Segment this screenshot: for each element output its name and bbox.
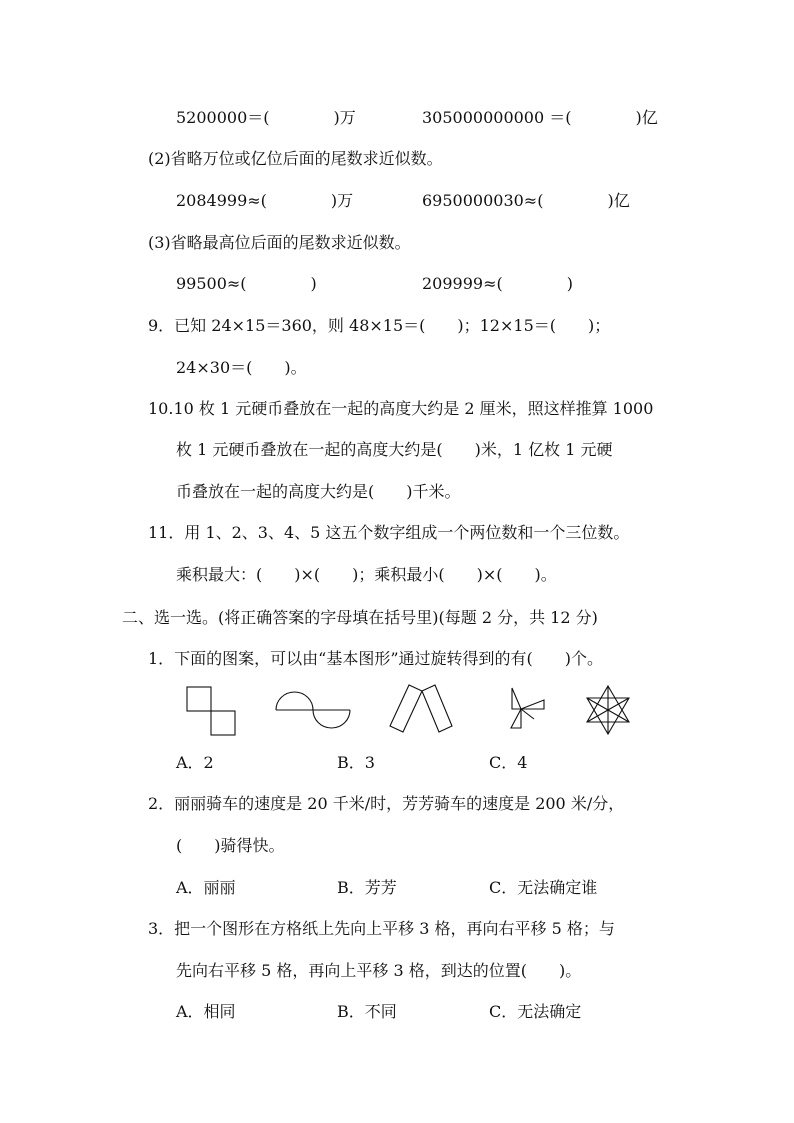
q9-line2: 24×30＝( )。 bbox=[176, 358, 307, 377]
q9-line1: 9．已知 24×15＝360，则 48×15＝( )；12×15＝( )； bbox=[148, 316, 611, 335]
mc3-stem-line1: 3．把一个图形在方格纸上先向上平移 3 格，再向右平移 5 格；与 bbox=[148, 919, 615, 938]
mc3-stem-line2: 先向右平移 5 格，再向上平移 3 格，到达的位置( )。 bbox=[176, 961, 582, 980]
q11-line1: 11．用 1、2、3、4、5 这五个数字组成一个两位数和一个三位数。 bbox=[148, 523, 630, 542]
q8-sub3-instruction: (3)省略最高位后面的尾数求近似数。 bbox=[148, 233, 411, 252]
mc2-stem-line2: ( )骑得快。 bbox=[176, 836, 285, 855]
q8-line1-left: 5200000＝( )万 bbox=[176, 108, 356, 127]
mc2-option-c: C．无法确定谁 bbox=[489, 878, 598, 897]
mc3-option-b: B．不同 bbox=[337, 1002, 397, 1021]
q8-sub2-instruction: (2)省略万位或亿位后面的尾数求近似数。 bbox=[148, 149, 443, 168]
q10-line1: 10.10 枚 1 元硬币叠放在一起的高度大约是 2 厘米，照这样推算 1000 bbox=[148, 399, 654, 418]
mc1-option-c: C．4 bbox=[489, 753, 528, 772]
mc2-stem-line1: 2．丽丽骑车的速度是 20 千米/时，芳芳骑车的速度是 200 米/分， bbox=[148, 794, 625, 813]
pinwheel-figure bbox=[494, 684, 550, 738]
q8-line2-left: 2084999≈( )万 bbox=[176, 191, 354, 210]
q8-line3-right: 209999≈( ) bbox=[422, 274, 573, 293]
mc3-option-c: C．无法确定 bbox=[489, 1002, 582, 1021]
two-squares-figure bbox=[186, 686, 240, 736]
q8-line3-left: 99500≈( ) bbox=[176, 274, 317, 293]
q10-line2: 枚 1 元硬币叠放在一起的高度大约是( )米，1 亿枚 1 元硬 bbox=[176, 440, 613, 459]
s-curve-figure bbox=[274, 686, 354, 736]
q8-line1-right: 305000000000 ＝( )亿 bbox=[422, 108, 658, 127]
mc1-option-b: B．3 bbox=[337, 753, 375, 772]
mc3-option-a: A．相同 bbox=[176, 1002, 236, 1021]
q10-line3: 币叠放在一起的高度大约是( )千米。 bbox=[176, 482, 461, 501]
mc1-stem: 1．下面的图案，可以由“基本图形”通过旋转得到的有( )个。 bbox=[148, 649, 604, 668]
inverted-v-figure bbox=[386, 683, 456, 739]
mc2-option-b: B．芳芳 bbox=[337, 878, 397, 897]
section-heading: 二、选一选。(将正确答案的字母填在括号里)(每题 2 分，共 12 分) bbox=[122, 608, 598, 627]
mc2-option-a: A．丽丽 bbox=[176, 878, 236, 897]
six-point-star-figure bbox=[582, 684, 634, 738]
q11-line2: 乘积最大：( )×( )；乘积最小( )×( )。 bbox=[176, 565, 557, 584]
mc1-option-a: A．2 bbox=[176, 753, 214, 772]
q8-line2-right: 6950000030≈( )亿 bbox=[422, 191, 630, 210]
